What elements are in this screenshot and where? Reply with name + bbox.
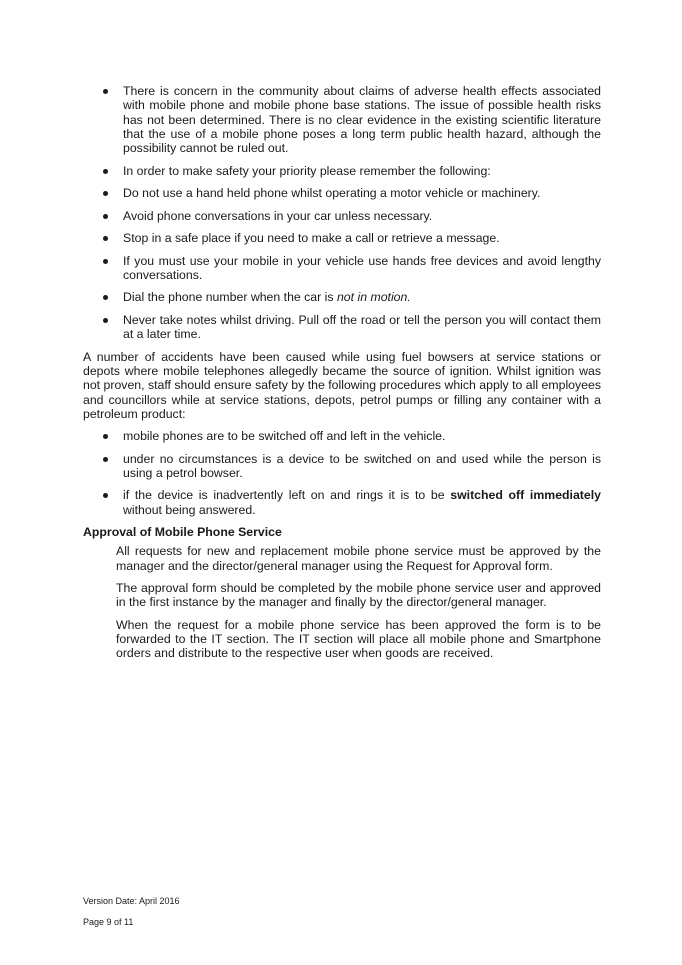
list-item-text: if the device is inadvertently left on and rings it is to be [123, 488, 451, 503]
list-item: Stop in a safe place if you need to make a call or retrieve a message. [83, 231, 601, 245]
fuel-bullet-list [83, 429, 601, 517]
approval-paragraph: When the request for a mobile phone service has been approved the form is to be forwarded to the IT section. The IT section will place all mobile phone and Smartphone orders and distribute to the respective user when goods are received. [116, 617, 601, 661]
list-item: Avoid phone conversations in your car unless necessary. [83, 209, 601, 223]
list-item: mobile phones are to be switched off and left in the vehicle. [83, 429, 601, 443]
list-item: There is concern in the community about claims of adverse health effects associated with mobile phone and mobile phone base stations. The issue of possible health risks has not been determined. There is no clear evidence in the existing scientific literature that the use of a mobile phone poses a long term public health hazard, although the possibility cannot be ruled out. [83, 84, 601, 155]
footer-version-date: Version Date: April 2016 [83, 896, 180, 906]
bullet-icon [103, 191, 108, 196]
bullet-icon [103, 434, 108, 439]
list-item [83, 290, 601, 304]
list-item [83, 488, 601, 517]
list-item: under no circumstances is a device to be switched on and used while the person is using a petrol bowser. [83, 452, 601, 481]
bullet-icon [103, 493, 108, 498]
list-item-text: Dial the phone number when the car is [123, 290, 337, 305]
bullet-icon [103, 318, 108, 323]
section-heading: Approval of Mobile Phone Service [83, 525, 282, 540]
bullet-icon [103, 457, 108, 462]
list-item: Do not use a hand held phone whilst operating a motor vehicle or machinery. [83, 186, 601, 200]
emphasis-text: not in motion. [336, 290, 411, 305]
list-item: If you must use your mobile in your vehicle use hands free devices and avoid lengthy conversations. [83, 254, 601, 283]
approval-paragraph: The approval form should be completed by the mobile phone service user and approved in the first instance by the manager and finally by the director/general manager. [116, 581, 601, 610]
approval-paragraph: All requests for new and replacement mobile phone service must be approved by the manager and the director/general manager using the Request for Approval form. [116, 544, 601, 573]
footer-page-number: Page 9 of 11 [83, 917, 134, 927]
list-item: Never take notes whilst driving. Pull off the road or tell the person you will contact them at a later time. [83, 313, 601, 342]
safety-bullet-list [83, 84, 601, 341]
bullet-icon [103, 295, 108, 300]
fuel-safety-paragraph: A number of accidents have been caused while using fuel bowsers at service stations or depots where mobile telephones allegedly became the source of ignition. Whilst ignition was not proven, staff should ensure safety by the following procedures which apply to all employees and councillors while at service stations, depots, petrol pumps or filling any container with a petroleum product: [83, 349, 601, 421]
bullet-icon [103, 89, 108, 94]
bullet-icon [103, 259, 108, 264]
list-item: In order to make safety your priority please remember the following: [83, 164, 601, 178]
bullet-icon [103, 214, 108, 219]
bullet-icon [103, 169, 108, 174]
bullet-icon [103, 236, 108, 241]
page-content [83, 84, 601, 669]
list-item-text: without being answered. [123, 502, 256, 517]
bold-text: switched off immediately [450, 488, 601, 503]
